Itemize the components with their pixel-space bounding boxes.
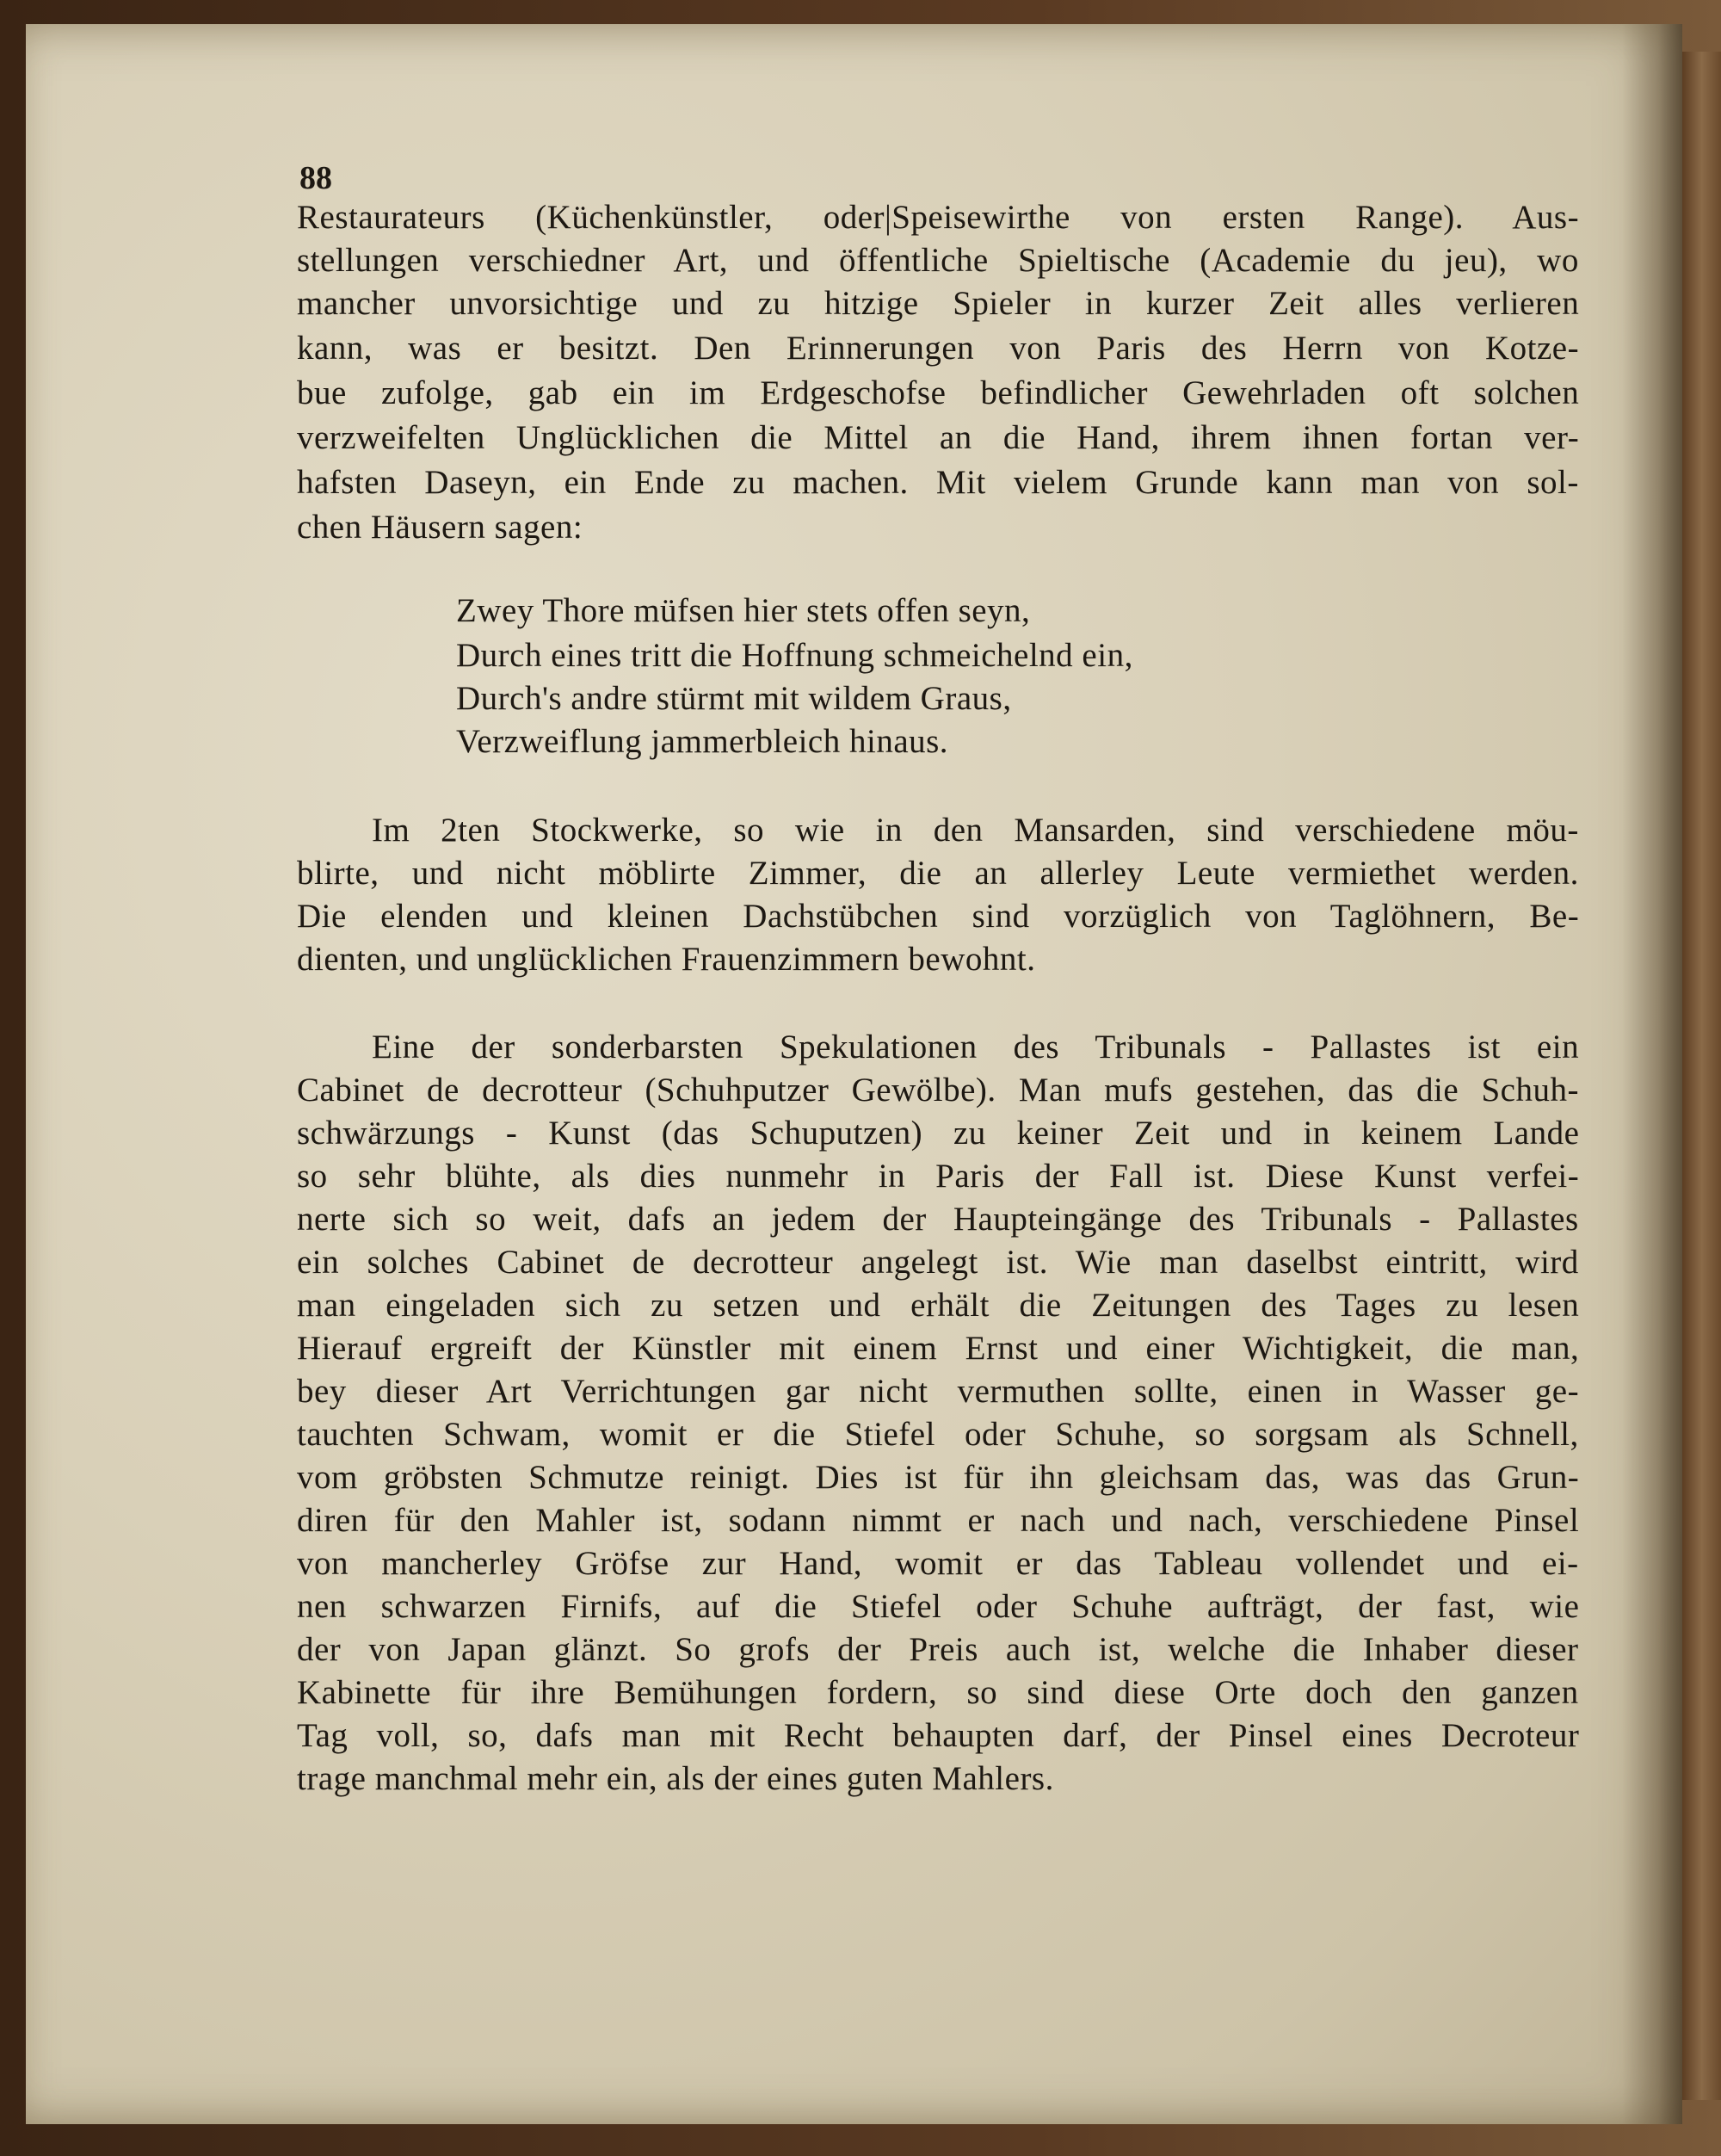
- text-line: von mancherley Gröfse zur Hand, womit er das Tableau vollendet und ei-: [297, 1545, 1579, 1582]
- text-line: Tag voll, so, dafs man mit Recht behaupten darf, der Pinsel eines Decroteur: [297, 1717, 1580, 1754]
- text-line: Kabinette für ihre Bemühungen fordern, so sind diese Orte doch den ganzen: [297, 1674, 1579, 1711]
- text-line: chen Häusern sagen:: [297, 509, 583, 546]
- text-line: der von Japan glänzt. So grofs der Preis auch ist, welche die Inhaber dieser: [297, 1631, 1579, 1668]
- verse-line: Durch eines tritt die Hoffnung schmeichelnd ein,: [456, 637, 1133, 674]
- page-shadow: [1622, 24, 1682, 2124]
- text-line: man eingeladen sich zu setzen und erhält die Zeitungen des Tages zu lesen: [297, 1287, 1580, 1324]
- text-line: Restaurateurs (Küchenkünstler, oder|Speisewirthe von ersten Range). Aus-: [297, 199, 1580, 236]
- book-spine-edge: [1682, 52, 1721, 2100]
- text-line: Eine der sonderbarsten Spekulationen des Tribunals - Pallastes ist ein: [372, 1029, 1580, 1066]
- page-number: 88: [299, 160, 332, 196]
- text-line: so sehr blühte, als dies nunmehr in Paris der Fall ist. Diese Kunst verfei-: [297, 1158, 1580, 1195]
- text-line: stellungen verschiedner Art, und öffentliche Spieltische (Academie du jeu), wo: [297, 242, 1579, 279]
- verse-line: Verzweiflung jammerbleich hinaus.: [456, 723, 949, 760]
- text-line: kann, was er besitzt. Den Erinnerungen von Paris des Herrn von Kotze-: [297, 330, 1580, 367]
- text-line: bue zufolge, gab ein im Erdgeschofse befindlicher Gewehrladen oft solchen: [297, 374, 1580, 411]
- text-line: verzweifelten Unglücklichen die Mittel an die Hand, ihrem ihnen fortan ver-: [297, 419, 1580, 456]
- text-line: schwärzungs - Kunst (das Schuputzen) zu keiner Zeit und in keinem Lande: [297, 1115, 1580, 1152]
- verse-line: Zwey Thore müfsen hier stets offen seyn,: [456, 592, 1031, 629]
- text-line: tauchten Schwam, womit er die Stiefel oder Schuhe, so sorgsam als Schnell,: [297, 1416, 1579, 1453]
- text-line: Die elenden und kleinen Dachstübchen sind vorzüglich von Taglöhnern, Be-: [297, 898, 1580, 935]
- text-line: bey dieser Art Verrichtungen gar nicht vermuthen sollte, einen in Wasser ge-: [297, 1373, 1580, 1410]
- text-line: hafsten Daseyn, ein Ende zu machen. Mit vielem Grunde kann man von sol-: [297, 464, 1579, 501]
- text-line: Im 2ten Stockwerke, so wie in den Mansarden, sind verschiedene möu-: [372, 812, 1579, 849]
- verse-line: Durch's andre stürmt mit wildem Graus,: [456, 680, 1012, 717]
- text-line: ein solches Cabinet de decrotteur angelegt ist. Wie man daselbst eintritt, wird: [297, 1244, 1579, 1281]
- text-line: nen schwarzen Firnifs, auf die Stiefel oder Schuhe aufträgt, der fast, wie: [297, 1588, 1580, 1625]
- text-line: Hierauf ergreift der Künstler mit einem Ernst und einer Wichtigkeit, die man,: [297, 1330, 1580, 1367]
- text-line: blirte, und nicht möblirte Zimmer, die an allerley Leute vermiethet werden.: [297, 855, 1579, 892]
- text-line: nerte sich so weit, dafs an jedem der Haupteingänge des Tribunals - Pallastes: [297, 1201, 1579, 1238]
- text-line: dienten, und unglücklichen Frauenzimmern bewohnt.: [297, 941, 1036, 978]
- text-line: Cabinet de decrotteur (Schuhputzer Gewölbe). Man mufs gestehen, das die Schuh-: [297, 1072, 1579, 1109]
- text-line: vom gröbsten Schmutze reinigt. Dies ist für ihn gleichsam das, was das Grun-: [297, 1459, 1580, 1496]
- text-line: diren für den Mahler ist, sodann nimmt er nach und nach, verschiedene Pinsel: [297, 1502, 1580, 1539]
- text-line: mancher unvorsichtige und zu hitzige Spieler in kurzer Zeit alles verlieren: [297, 285, 1580, 322]
- text-line: trage manchmal mehr ein, als der eines guten Mahlers.: [297, 1760, 1054, 1797]
